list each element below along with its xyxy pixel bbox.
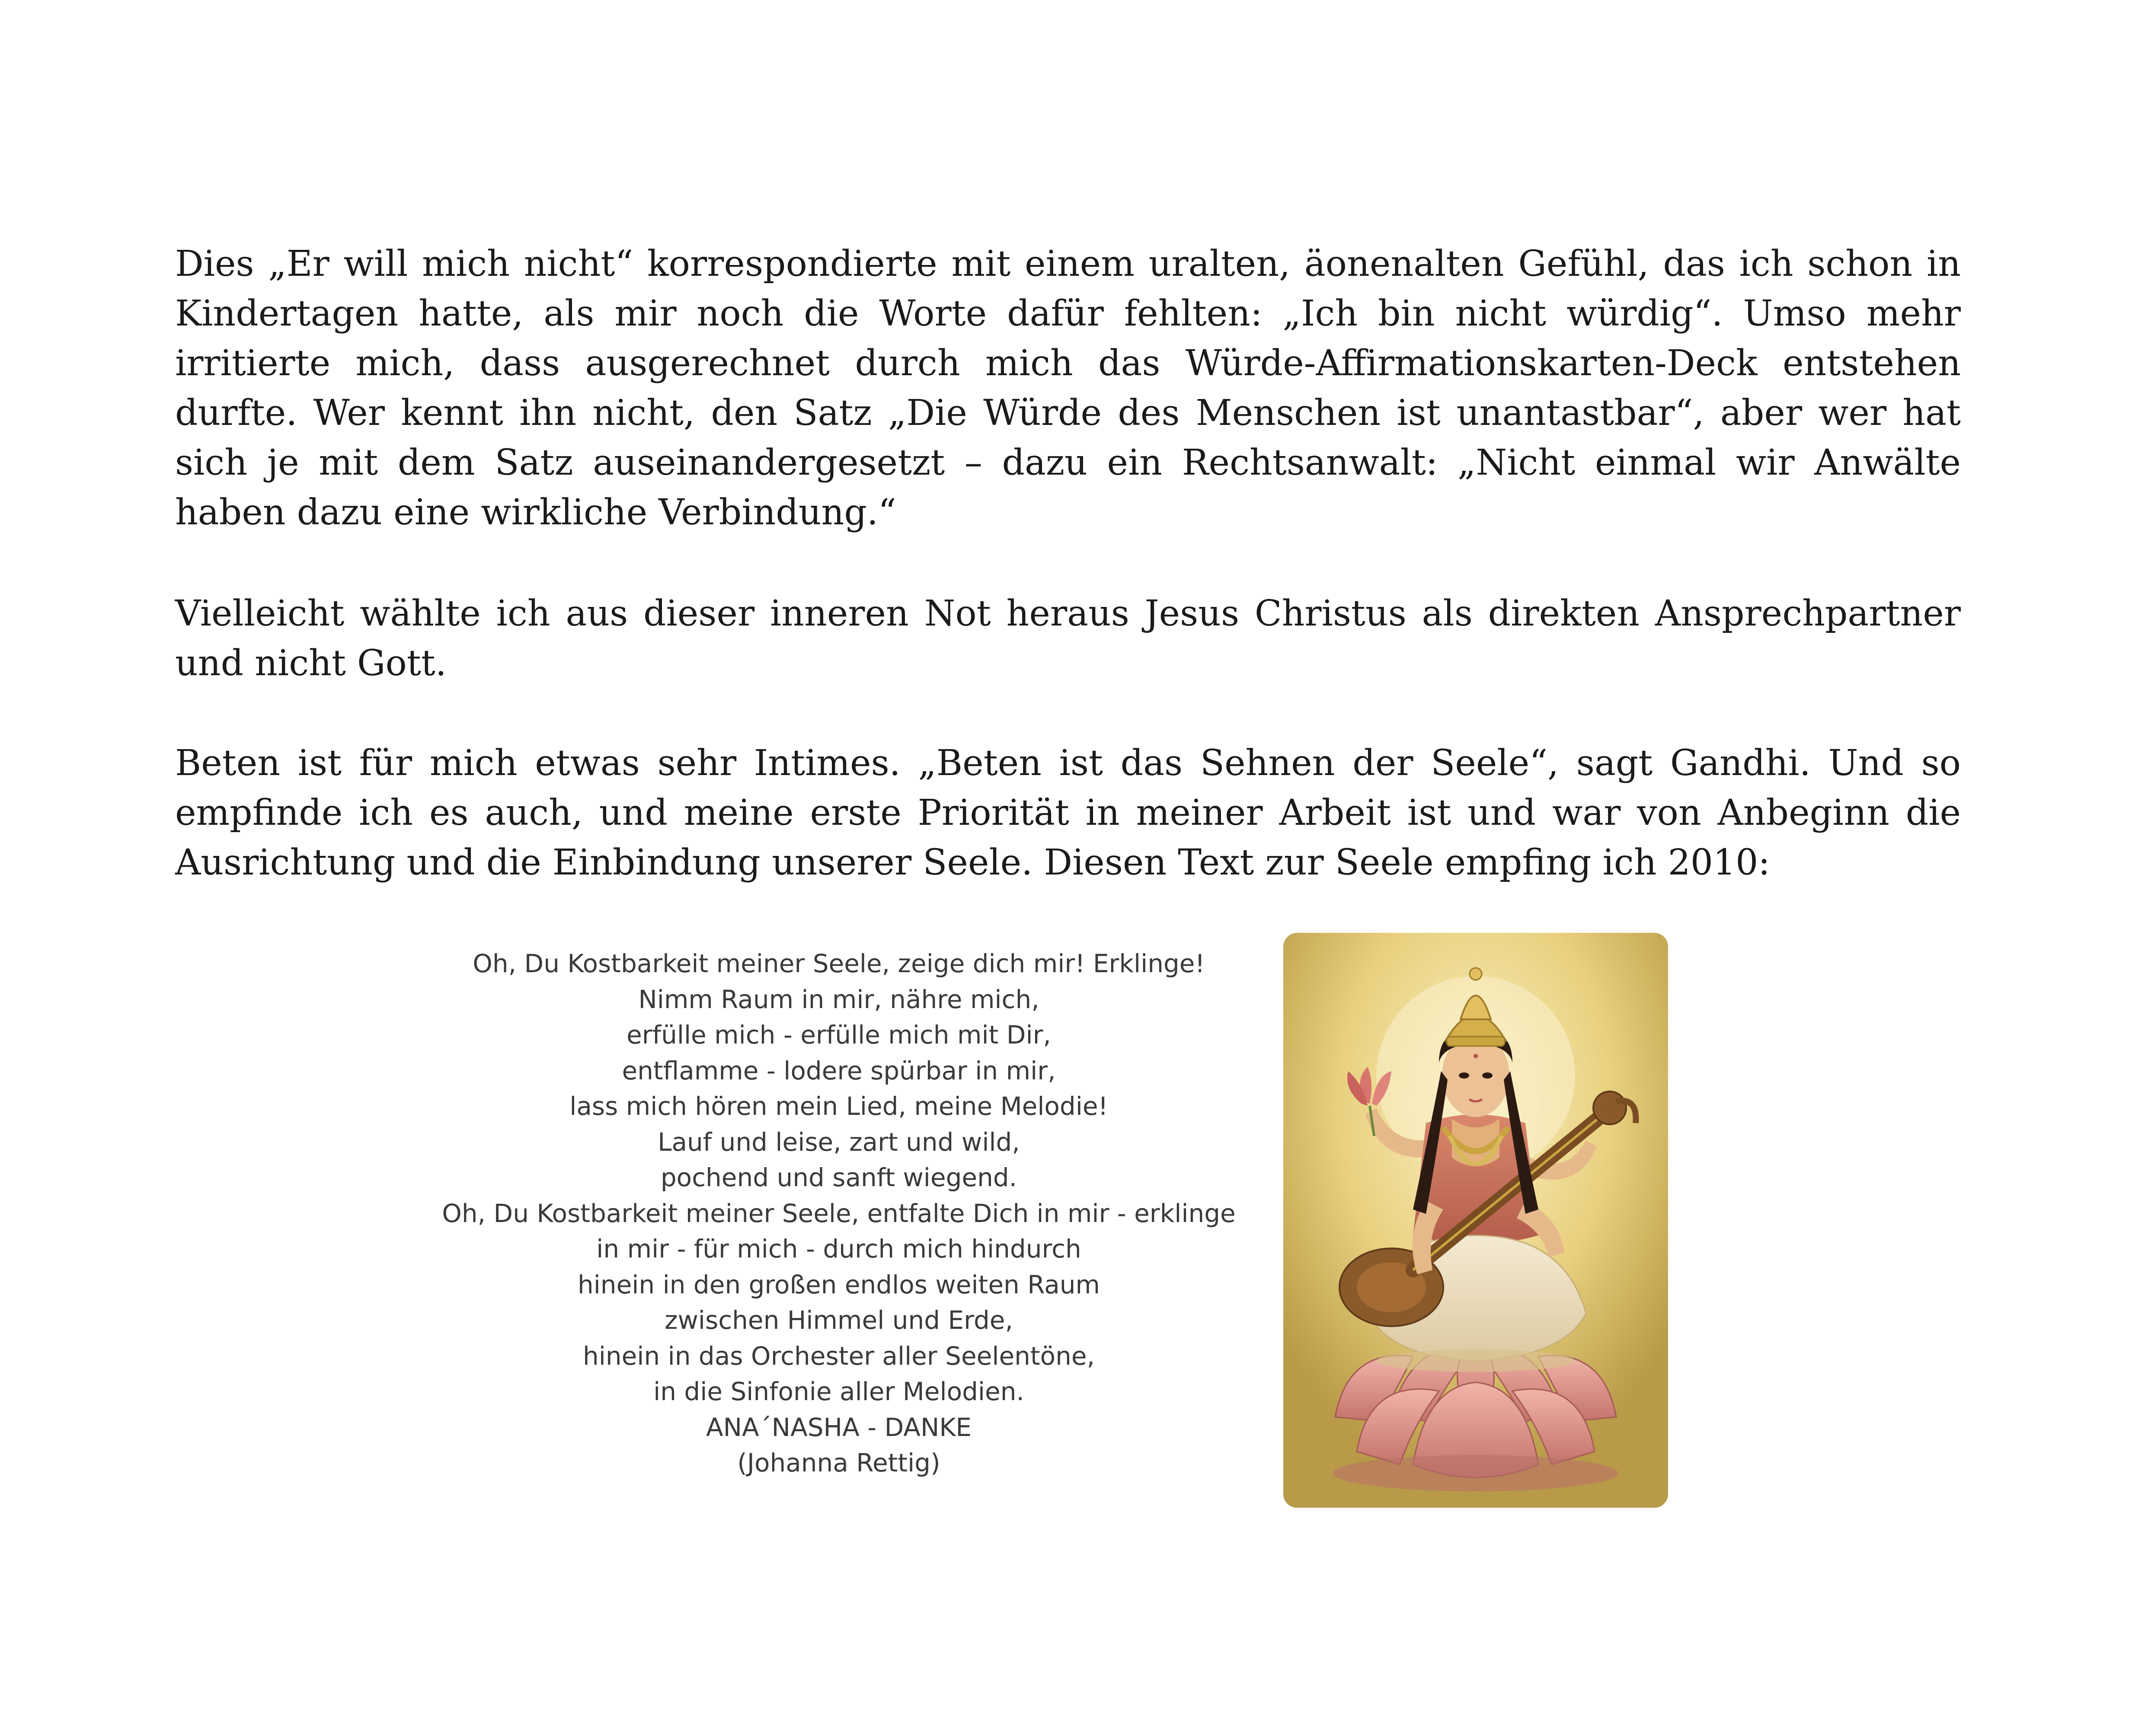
poem-line: Lauf und leise, zart und wild, [658, 1127, 1020, 1157]
poem-line: entflamme - lodere spürbar in mir, [622, 1056, 1056, 1085]
poem-line: Oh, Du Kostbarkeit meiner Seele, zeige dich mir! Erklinge! [473, 949, 1205, 978]
poem-line: lass mich hören mein Lied, meine Melodie! [569, 1091, 1108, 1121]
paragraph-2: Vielleicht wählte ich aus dieser inneren Not heraus Jesus Christus als direkten Ansprechpartner und nicht Gott. [175, 593, 1961, 684]
paragraph-3: Beten ist für mich etwas sehr Intimes. „Beten ist das Sehnen der Seele“, sagt Gandhi. Und so empfinde ich es auch, und meine erste Priorität in meiner Arbeit ist und war von Anbeginn die Ausrichtung und die Einbindung unserer Seele. Diesen Text zur Seele empfing ich 2010: [175, 743, 1961, 883]
poem-line: Oh, Du Kostbarkeit meiner Seele, entfalte Dich in mir - erklinge [442, 1198, 1236, 1228]
poem-author: (Johanna Rettig) [737, 1448, 940, 1478]
goddess-on-lotus-illustration [1283, 933, 1668, 1508]
poem-line: in die Sinfonie aller Melodien. [653, 1377, 1024, 1406]
poem-block [415, 946, 1263, 1481]
poem-line: in mir - für mich - durch mich hindurch [596, 1234, 1081, 1264]
poem-line: ANA´NASHA - DANKE [706, 1412, 972, 1442]
poem-line: hinein in das Orchester aller Seelentöne, [582, 1341, 1095, 1371]
poem-line: pochend und sanft wiegend. [660, 1163, 1017, 1192]
poem-line: erfülle mich - erfülle mich mit Dir, [627, 1020, 1051, 1050]
poem-line: zwischen Himmel und Erde, [665, 1305, 1013, 1335]
paragraph-1: Dies „Er will mich nicht“ korrespondierte mit einem uralten, äonenalten Gefühl, das ich schon in Kindertagen hatte, als mir noch die Worte dafür fehlten: „Ich bin nicht würdig“. Umso mehr irritierte mich, dass ausgerechnet durch mich das Würde-Affirmationskarten-Deck entstehen durfte. Wer kennt ihn nicht, den Satz „Die Würde des Menschen ist unantastbar“, aber wer hat sich je mit dem Satz auseinandergesetzt – dazu ein Rechtsanwalt: „Nicht einmal wir Anwälte haben dazu eine wirkliche Verbindung.“ [175, 243, 1961, 533]
poem-line: Nimm Raum in mir, nähre mich, [638, 984, 1039, 1014]
poem-line: hinein in den großen endlos weiten Raum [577, 1270, 1100, 1299]
